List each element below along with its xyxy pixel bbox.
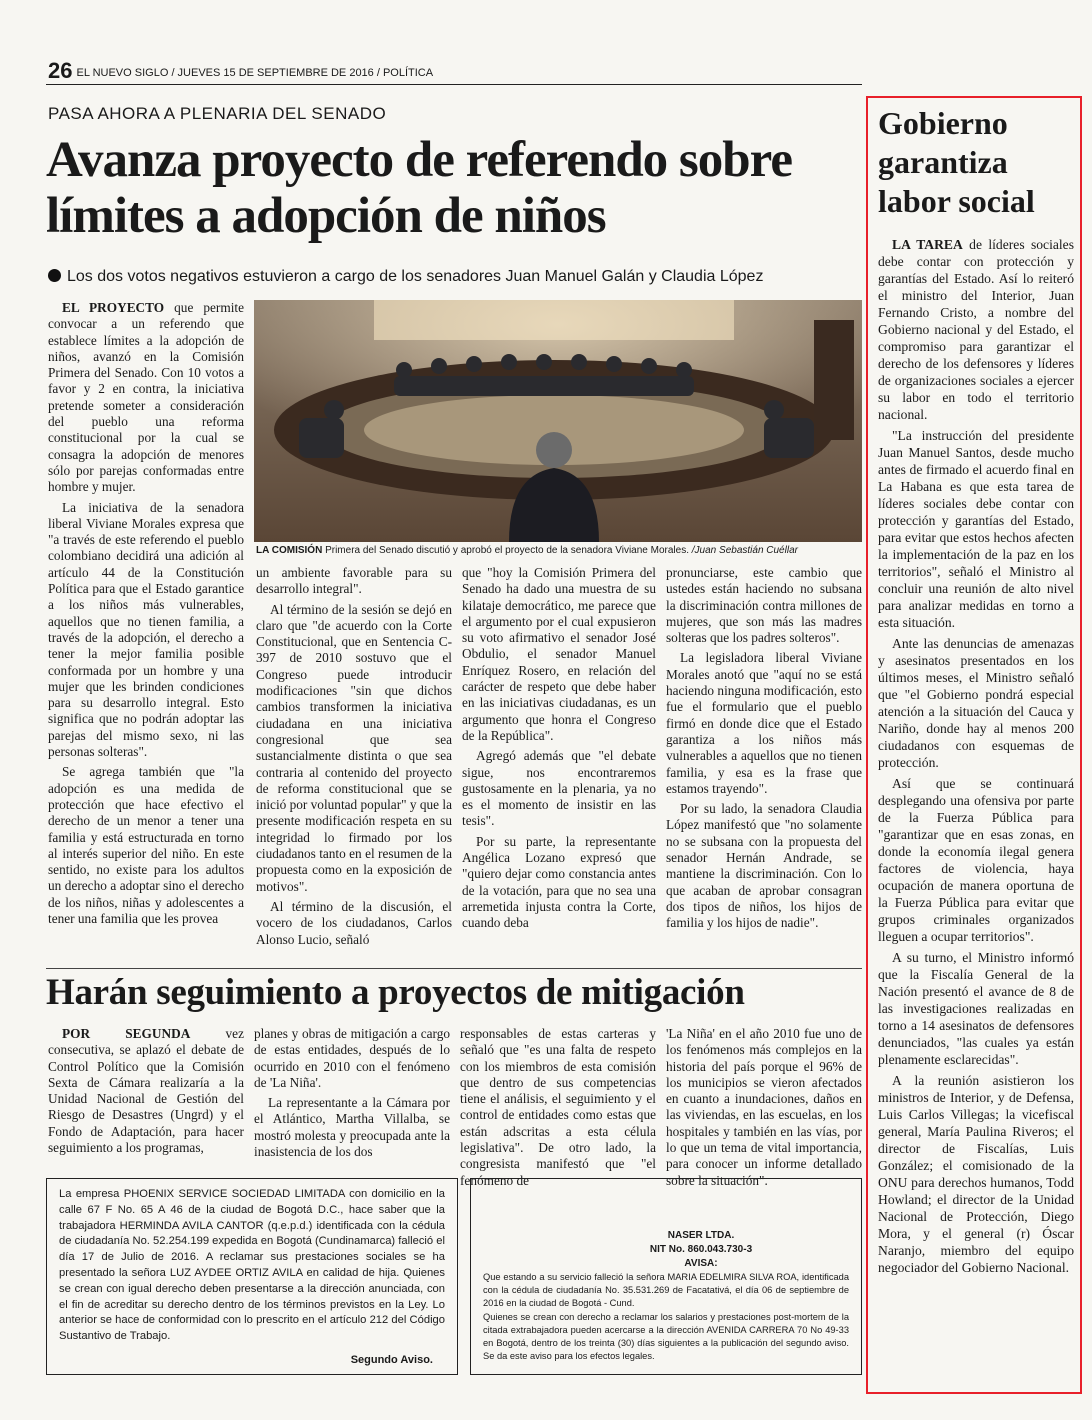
paragraph (462, 834, 656, 932)
paragraph (462, 748, 656, 829)
notice1-text: La empresa PHOENIX SERVICE SOCIEDAD LIMITADA con domicilio en la calle 67 F No. 65 A 46 de la ciudad de Bogotá D.C., hace saber que la trabajadora HERMINDA AVILA CANTOR (q.e.p.d.) identificada con la cédula de ciudadanía No. 52.254.199 expedida en Bogotá (Cundinamarca) falleció el día 17 de Julio de 2016. A reclamar sus prestaciones sociales se ha presentado la señora LUZ AYDEE ORTIZ AVILA en calidad de hija. Quienes se crean con igual derecho deben presentarse a la dirección anunciada, con el fin de acreditar su derecho dentro de los términos previstos en la Ley. Lo anterior se hace de conformidad con lo prescrito en el artículo 212 del Código Sustantivo de Trabajo. (59, 1188, 445, 1343)
paragraph-text: Ante las denuncias de amenazas y asesinatos presentados en los últimos meses, el Ministro señaló que "el Gobierno pondrá especial atención a la situación del Cauca y Nariño, donde hay al menos 200 ciudadanos con esquemas de protección. (878, 636, 1074, 770)
paragraph-text: Agregó además que "el debate sigue, nos encontraremos gustosamente en la plenaria, ya no es el momento de insistir en las tesis". (462, 748, 656, 829)
lead-in: LA TAREA (892, 237, 963, 252)
paragraph-text: un ambiente favorable para su desarrollo integral". (256, 565, 452, 597)
paragraph (666, 1026, 862, 1189)
paragraph-text: Al término de la discusión, el vocero de los ciudadanos, Carlos Alonso Lucio, señaló (256, 898, 452, 947)
paragraph (48, 764, 244, 927)
article-kicker: PASA AHORA A PLENARIA DEL SENADO (48, 104, 387, 123)
paragraph (460, 1026, 656, 1189)
page-header (48, 58, 433, 84)
paragraph-text: Por su parte, la representante Angélica Lozano expresó que "quiero dejar como constancia antes de la votación, para que no sea una arremetida injusta contra la Corte, cuando deba (462, 833, 656, 931)
news-photo (254, 300, 862, 542)
paragraph (878, 635, 1074, 771)
paragraph (878, 775, 1074, 945)
article1-col3 (462, 565, 656, 936)
paragraph (256, 899, 452, 948)
paragraph (254, 1026, 450, 1091)
paragraph-text: vez consecutiva, se aplazó el debate de Control Político que la Comisión Sexta de Cámara realizaría a la Unidad Nacional de Gestión del Riesgo de Desastres (Ungrd) y el Fondo de Adaptación, para hacer seguimiento a los programas, (48, 1026, 244, 1156)
article2-col1 (48, 1026, 244, 1160)
photo-credit: /Juan Sebastián Cuéllar (691, 545, 798, 556)
subhead-text: Los dos votos negativos estuvieron a cargo de los senadores Juan Manuel Galán y Claudia López (67, 268, 764, 285)
article-headline: Avanza proyecto de referendo sobre límites a adopción de niños (46, 132, 792, 244)
paragraph (48, 500, 244, 761)
paragraph-text: La legisladora liberal Viviane Morales anotó que "aquí no se está haciendo ninguna modificación, esto fue el formulario que el pueblo firmó en donde dice que el Estado garantiza a los niños más vulnerables a aquellos que no tienen familia, y esa es la frase que estamos trayendo". (666, 650, 862, 796)
paragraph-text: La iniciativa de la senadora liberal Viviane Morales expresa que "a través de este referendo el pueblo colombiano decidirá una adición al artículo 44 de la Constitución Política para que el Estado garantice a los niños más vulnerables, aquellos que no tienen familia, a través de la adopción, el derecho a tener la mejor familia posible conformada por un hombre y una mujer que les brinden condiciones para su desarrollo integral. Esto significa que no podrán adoptar las parejas del mismo sexo, ni las personas solteras". (48, 499, 244, 760)
paragraph-text: "La instrucción del presidente Juan Manuel Santos, desde mucho antes de firmado el acuerdo final en La Habana es que esta tarea de líderes sociales debe contar con protección y garantías del Estado, para evitar que estos hechos afecten la implementación de la paz en los territorios", señaló el Ministro al concluir una reunión de alto nivel para analizar medidas en torno a esta situación. (878, 428, 1074, 630)
article2-col2 (254, 1026, 450, 1164)
legal-notice-naser (470, 1178, 862, 1375)
paragraph-text: Al término de la sesión se dejó en claro que "de acuerdo con la Corte Constitucional, que en Sentencia C-397 de 2010 sostuvo que el Congreso puede introducir modificaciones "sin que dichos cambios transformen la iniciativa ciudadana en una iniciativa congresional que sea sustancialmente distinta o que sea contraria al contenido del proyecto de reforma constitucional que se inició por voluntad popular" y que la presente modificación respeta en su integridad lo firmado por los ciudadanos tanto en el resumen de la propuesta como en la exposición de motivos". (256, 601, 452, 894)
sidebar-body (878, 236, 1074, 1280)
article2-headline: Harán seguimiento a proyectos de mitigación (46, 972, 745, 1013)
paragraph (666, 801, 862, 931)
legal-notice-phoenix (46, 1178, 458, 1375)
lead-in: POR SEGUNDA (62, 1026, 191, 1041)
article1-col2 (256, 565, 452, 952)
notice2-title: AVISA: (684, 1258, 718, 1269)
article1-col4 (666, 565, 862, 936)
sidebar-title: Gobierno garantiza labor social (878, 105, 1035, 219)
photo-caption (256, 545, 862, 557)
paragraph (48, 300, 244, 496)
section-rule (46, 968, 862, 969)
paragraph-text: responsables de estas carteras y señaló que "es una falta de respeto con los miembros de esta comisión que dentro de sus competencias tiene el análisis, el seguimiento y el control de entidades como estas que están adscritas a esta célula legislativa". De otro lado, la congresista manifestó que "el fenómeno de (460, 1026, 656, 1188)
header-rule (46, 84, 862, 85)
notice2-text2: Quienes se crean con derecho a reclamar los salarios y prestaciones post-mortem de la citada extrabajadora pueden acercarse a la dirección AVENIDA CARRERA 70 No 49-33 en Bogotá, dentro de los treinta (30) días siguientes a la publicación del segundo aviso. Se da este aviso para los efectos legales. (483, 1311, 849, 1362)
commission-photo-image (254, 300, 862, 542)
paragraph (462, 565, 656, 744)
paragraph-text: que "hoy la Comisión Primera del Senado ha dado una muestra de su kilataje democrático, me parece que el argumento por el cual expusieron su voto afirmativo el senador José Obdulio, el senador Manuel Enríquez Rosero, en relación del carácter de respeto que debe haber en las iniciativas ciudadanas, es un argumento que honra el Congreso de la República". (462, 565, 656, 743)
notice2-heading (471, 1179, 861, 1271)
lead-in: EL PROYECTO (62, 300, 165, 315)
notice1-footer: Segundo Aviso. (350, 1354, 433, 1366)
paragraph-text: 'La Niña' en el año 2010 fue uno de los fenómenos más complejos en la historia del país porque el 96% de los municipios se vieron afectados en cuanto a inundaciones, daños en las viviendas, en las escuelas, en los hospitales y también en las vías, por lo que un tema de vital importancia, para conocer un informe detallado sobre la situación". (666, 1026, 862, 1188)
caption-lead: LA COMISIÓN (256, 545, 323, 556)
article2-col4 (666, 1026, 862, 1193)
paragraph-text: pronunciarse, este cambio que ustedes están haciendo no subsana la discriminación contra millones de mujeres, que son más las madres solteras que los padres solteros". (666, 565, 862, 646)
paragraph-text: de líderes sociales debe contar con protección y garantías del Estado. Así lo reiteró el ministro del Interior, Juan Fernando Cristo, a nombre del Gobierno nacional y del Estado, el compromiso para garantizar el derecho de los defensores y líderes de organizaciones sociales a ejercer su labor en todo el territorio nacional. (878, 237, 1074, 422)
paragraph (256, 565, 452, 598)
paragraph (666, 565, 862, 646)
paragraph-text: La representante a la Cámara por el Atlántico, Martha Villalba, se mostró molesta y preocupada ante la inasistencia de los dos (254, 1095, 450, 1160)
article2-col3 (460, 1026, 656, 1193)
paragraph (48, 1026, 244, 1156)
paragraph (254, 1095, 450, 1160)
paragraph-text: A la reunión asistieron los ministros de Interior, y de Defensa, Luis Carlos Villegas; la vicefiscal general, María Paulina Riveros; el director de Fiscalías, Luis González; el comisionado de la ONU para derechos humanos, Todd Howland; el director de la Unidad Nacional de Protección, Diego Mora, y el general (r) Óscar Naranjo, miembro del equipo negociador del Gobierno Nacional. (878, 1073, 1074, 1275)
notice2-company: NASER LTDA. (667, 1230, 735, 1241)
paragraph (256, 602, 452, 895)
paragraph-text: que permite convocar a un referendo que establece límites a la adopción de niños, avanzó en la Comisión Primera del Senado. Con 10 votos a favor y 2 en contra, la iniciativa pretende someter a consideración del pueblo una reforma constitucional por la cual se consagra la adopción de menores sólo por parejas conformadas entre hombre y mujer. (48, 300, 244, 495)
paragraph (878, 236, 1074, 423)
article-subhead (48, 268, 860, 286)
paragraph (878, 1072, 1074, 1276)
paragraph (878, 427, 1074, 631)
bullet-icon (48, 269, 61, 282)
paragraph-text: Se agrega también que "la adopción es una medida de protección que hace efectivo el derecho de un menor a tener una familia y está estructurada en torno al interés superior del niño. En este sentido, no existe para los adultos un derecho a adoptar sino el derecho de los niños, niñas y adolescentes a tener una familia que les provea (48, 764, 244, 926)
header-text: EL NUEVO SIGLO / JUEVES 15 DE SEPTIEMBRE DE 2016 / POLÍTICA (76, 67, 434, 79)
caption-text: Primera del Senado discutió y aprobó el proyecto de la senadora Viviane Morales. (325, 545, 689, 556)
paragraph (878, 949, 1074, 1068)
paragraph-text: A su turno, el Ministro informó que la Fiscalía General de la Nación presentó el avance de 8 de las investigaciones realizadas en torno a 14 asesinatos de defensores denunciados, "las cuales ya están plenamente esclarecidas". (878, 950, 1074, 1067)
notice2-text: Que estando a su servicio falleció la señora MARIA EDELMIRA SILVA ROA, identificada con la cédula de ciudadanía No. 35.531.269 de Facatativá, el día 06 de septiembre de 2016 en la ciudad de Bogotá - Cund. (483, 1272, 849, 1309)
paragraph-text: planes y obras de mitigación a cargo de estas entidades, después de lo ocurrido en 2010 con el fenómeno de 'La Niña'. (254, 1026, 450, 1090)
paragraph-text: Así que se continuará desplegando una ofensiva por parte de la Fuerza Pública para "garantizar que en esas zonas, en donde la economía ilegal genera factores de violencia, haya ocupación de manera oportuna de la Fuerza Pública para evitar que grupos criminales organizados lleguen a ocupar territorios". (878, 776, 1074, 944)
paragraph-text: Por su lado, la senadora Claudia López manifestó que "no solamente no se subsana con la propuesta del senador Hernán Andrade, se mantiene la discriminación. Con lo que acaban de aprobar consagran dos tipos de niños, los hijos de familia y los hijos de nadie". (666, 801, 862, 931)
article1-col1 (48, 300, 244, 931)
paragraph (666, 650, 862, 797)
notice2-nit: NIT No. 860.043.730-3 (649, 1244, 753, 1255)
page-number: 26 (48, 58, 73, 83)
